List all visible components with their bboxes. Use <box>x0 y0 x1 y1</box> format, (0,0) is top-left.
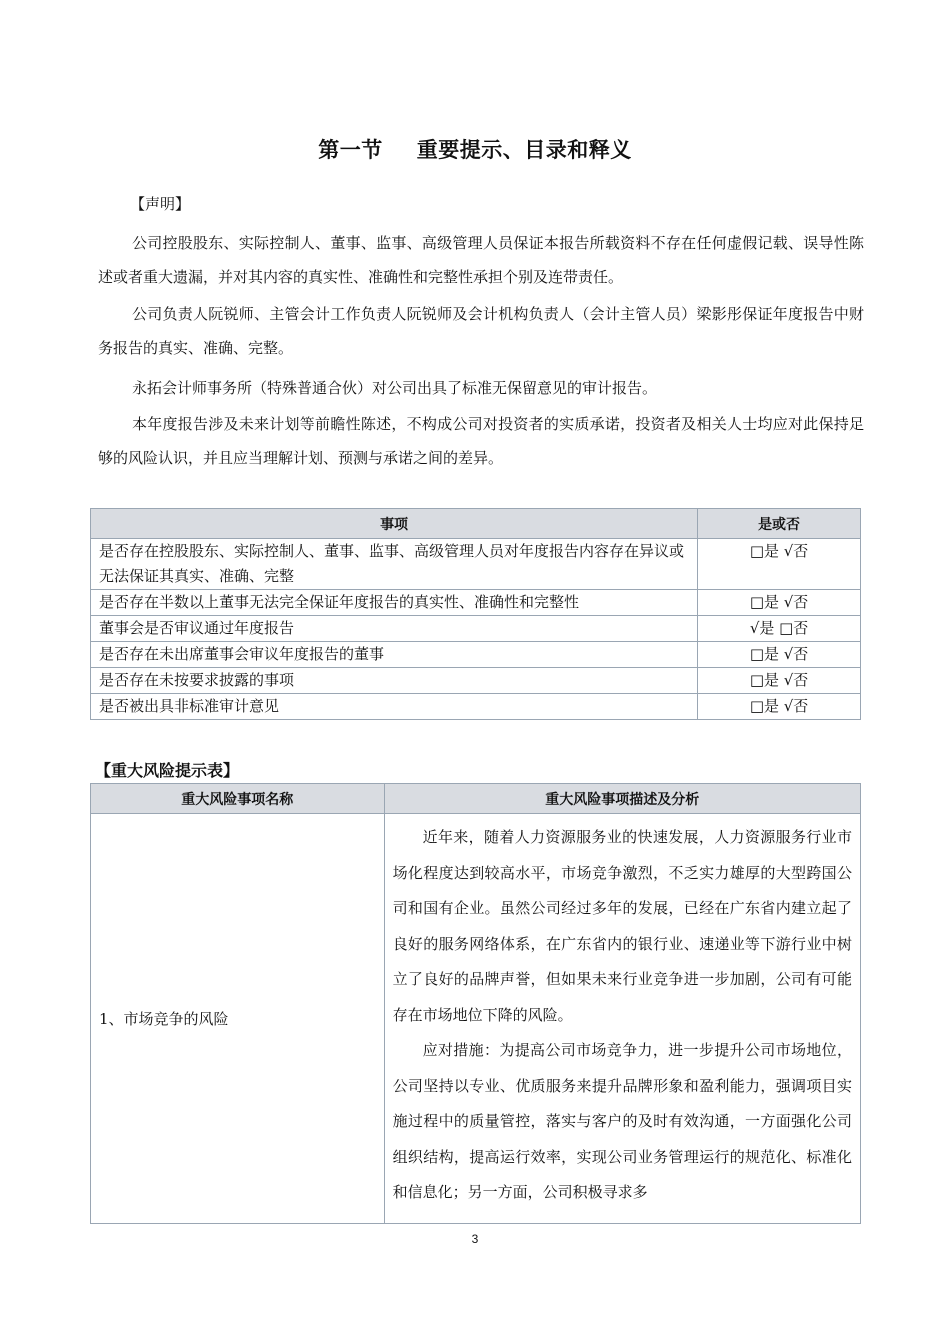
table-row <box>91 590 861 616</box>
declaration-paragraph: 公司负责人阮锐师、主管会计工作负责人阮锐师及会计机构负责人（会计主管人员）梁影彤保证年度报告中财务报告的真实、准确、完整。 <box>98 305 864 357</box>
table-row <box>91 642 861 668</box>
risk-table-heading: 【重大风险提示表】 <box>95 761 240 780</box>
matter-answer: □是 √否 <box>698 668 861 694</box>
risk-description-paragraph: 近年来，随着人力资源服务业的快速发展，人力资源服务行业市场化程度达到较高水平，市场竞争激烈，不乏实力雄厚的大型跨国公司和国有企业。虽然公司经过多年的发展，已经在广东省内建立起了良好的服务网络体系，在广东省内的银行业、速递业等下游行业中树立了良好的品牌声誉，但如果未来行业竞争进一步加剧，公司有可能存在市场地位下降的风险。 <box>392 828 852 1024</box>
matter-item: 是否被出具非标准审计意见 <box>91 694 698 720</box>
matter-item: 董事会是否审议通过年度报告 <box>91 616 698 642</box>
page-title <box>0 134 950 164</box>
page-number: 3 <box>471 1232 479 1246</box>
matter-answer: □是 √否 <box>698 694 861 720</box>
risk-description <box>384 814 860 1224</box>
declaration-heading: 【声明】 <box>130 195 191 213</box>
table-row <box>91 616 861 642</box>
matter-item: 是否存在控股股东、实际控制人、董事、监事、高级管理人员对年度报告内容存在异议或无法保证其真实、准确、完整 <box>91 539 698 590</box>
column-header: 重大风险事项名称 <box>91 784 385 814</box>
column-header: 是或否 <box>698 509 861 539</box>
matters-table <box>90 508 861 720</box>
declaration-paragraph: 永拓会计师事务所（特殊普通合伙）对公司出具了标准无保留意见的审计报告。 <box>132 379 658 397</box>
matter-answer: √是 □否 <box>698 616 861 642</box>
table-header-row <box>91 509 861 539</box>
risk-name: 1、市场竞争的风险 <box>91 814 385 1224</box>
section-number: 第一节 <box>318 138 383 162</box>
section-title: 重要提示、目录和释义 <box>416 138 632 162</box>
table-header-row <box>91 784 861 814</box>
matter-answer: □是 √否 <box>698 642 861 668</box>
matter-item: 是否存在半数以上董事无法完全保证年度报告的真实性、准确性和完整性 <box>91 590 698 616</box>
matter-item: 是否存在未按要求披露的事项 <box>91 668 698 694</box>
table-row <box>91 668 861 694</box>
table-row <box>91 539 861 590</box>
table-row <box>91 814 861 1224</box>
table-row <box>91 694 861 720</box>
declaration-paragraph: 本年度报告涉及未来计划等前瞻性陈述，不构成公司对投资者的实质承诺，投资者及相关人士均应对此保持足够的风险认识，并且应当理解计划、预测与承诺之间的差异。 <box>98 415 864 467</box>
matter-answer: □是 √否 <box>698 590 861 616</box>
declaration-paragraph: 公司控股股东、实际控制人、董事、监事、高级管理人员保证本报告所载资料不存在任何虚假记载、误导性陈述或者重大遗漏，并对其内容的真实性、准确性和完整性承担个别及连带责任。 <box>98 234 864 286</box>
column-header: 事项 <box>91 509 698 539</box>
risk-description-paragraph: 应对措施：为提高公司市场竞争力，进一步提升公司市场地位，公司坚持以专业、优质服务来提升品牌形象和盈利能力，强调项目实施过程中的质量管控，落实与客户的及时有效沟通，一方面强化公司组织结构，提高运行效率，实现公司业务管理运行的规范化、标准化和信息化；另一方面，公司积极寻求多 <box>392 1041 852 1201</box>
risk-table <box>90 783 861 1224</box>
column-header: 重大风险事项描述及分析 <box>384 784 860 814</box>
matter-item: 是否存在未出席董事会审议年度报告的董事 <box>91 642 698 668</box>
matter-answer: □是 √否 <box>698 539 861 590</box>
